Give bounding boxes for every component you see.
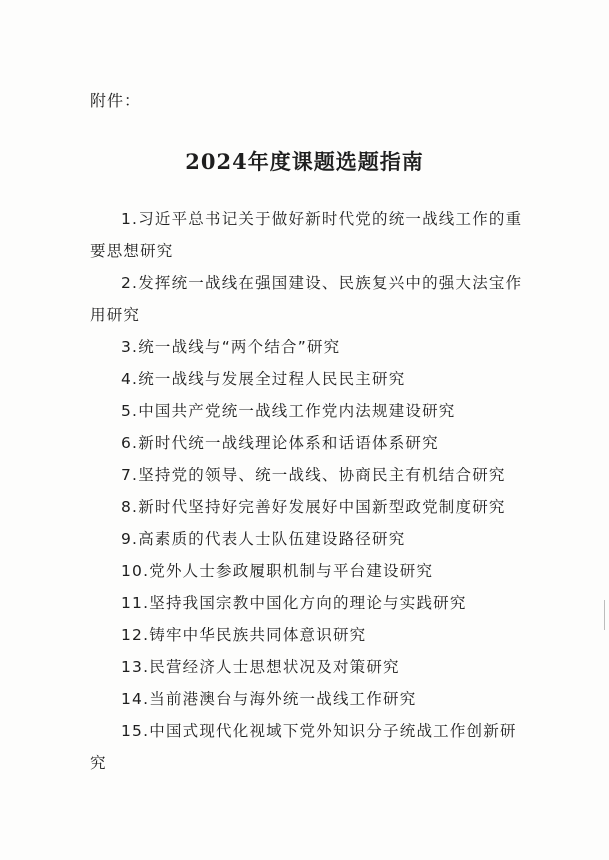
topic-item: 8.新时代坚持好完善好发展好中国新型政党制度研究 [121, 498, 506, 516]
topic-item: 14.当前港澳台与海外统一战线工作研究 [121, 690, 417, 708]
topic-item: 9.高素质的代表人士队伍建设路径研究 [121, 530, 406, 548]
topic-item: 4.统一战线与发展全过程人民民主研究 [121, 370, 406, 388]
scan-edge-mark [604, 600, 605, 630]
topic-list [90, 203, 530, 779]
topic-item: 15.中国式现代化视域下党外知识分子统战工作创新研究 [90, 722, 517, 772]
topic-item: 11.坚持我国宗教中国化方向的理论与实践研究 [121, 594, 467, 612]
topic-item: 6.新时代统一战线理论体系和话语体系研究 [121, 434, 439, 452]
topic-item: 10.党外人士参政履职机制与平台建设研究 [121, 562, 434, 580]
page-title: 2024年度课题选题指南 [185, 149, 424, 174]
topic-item: 12.铸牢中华民族共同体意识研究 [121, 626, 367, 644]
topic-item: 7.坚持党的领导、统一战线、协商民主有机结合研究 [121, 466, 506, 484]
topic-item: 3.统一战线与“两个结合”研究 [121, 338, 341, 356]
topic-item: 1.习近平总书记关于做好新时代党的统一战线工作的重要思想研究 [90, 210, 523, 260]
topic-item: 13.民营经济人士思想状况及对策研究 [121, 658, 400, 676]
attachment-label: 附件： [90, 91, 142, 110]
topic-item: 5.中国共产党统一战线工作党内法规建设研究 [121, 402, 456, 420]
topic-item: 2.发挥统一战线在强国建设、民族复兴中的强大法宝作用研究 [90, 274, 523, 324]
